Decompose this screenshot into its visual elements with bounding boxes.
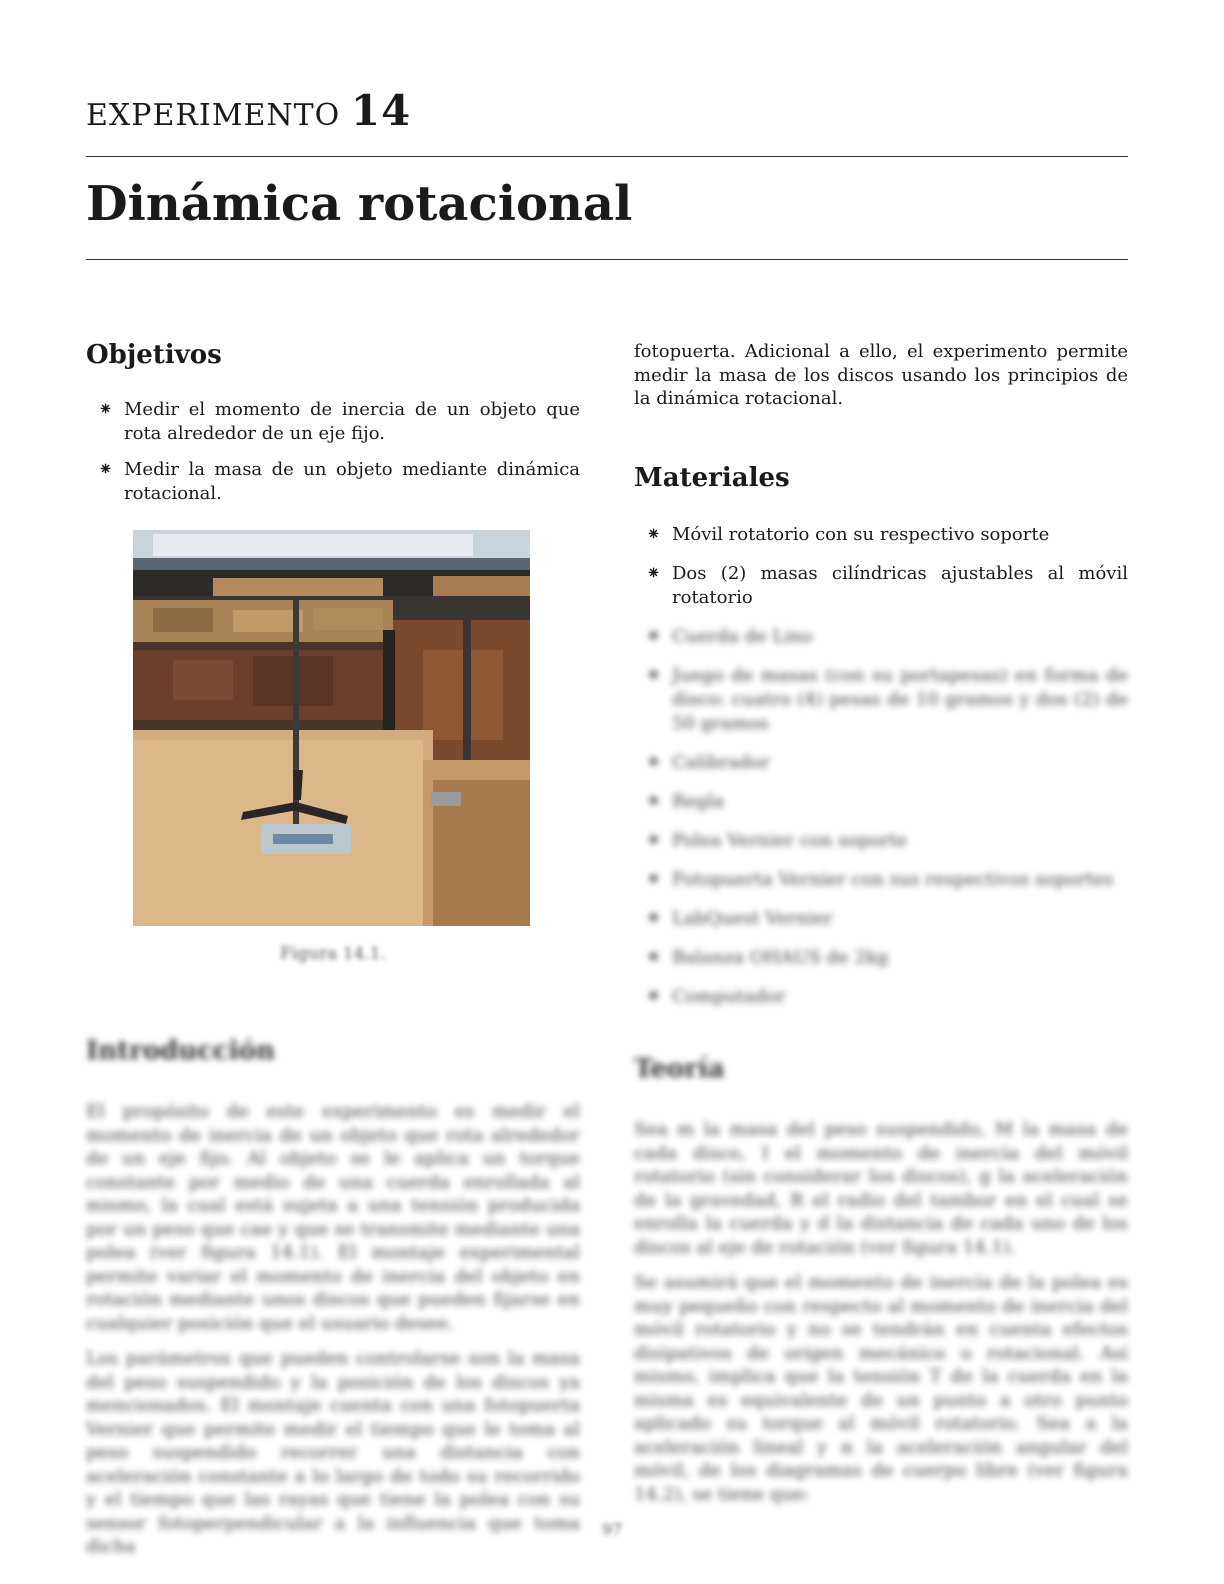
teoria-paragraph: Sea m la masa del peso suspendido, M la masa de cada disco, I el momento de inercia del móvil rotatorio (sin considerar los discos), g la aceleración de la gravedad, R el radio del tambor en el cual se enrolla la cuerda y d la distancia de cada uno de los discos al eje de rotación (ver figura 14.1). [634,1119,1128,1258]
header-rule-top [86,156,1128,157]
asterisk-bullet-icon: ⁕ [646,829,662,851]
figure-caption: Figura 14.1. [280,944,386,964]
introduccion-heading: Introducción [86,1036,275,1066]
right-column [634,340,1128,1024]
introduccion-paragraph: Los parámetros que pueden controlarse son la masa del peso suspendido y la posición de los discos ya mencionados. El montaje cuenta con una fotopuerta Vernier que permite medir el tiempo que le toma al peso suspendido recorrer una distancia con aceleración constante a lo largo de todo su recorrido y el tiempo que las rayas que tiene la polea con su sensor fotoperpendicular a la influencia que toma dicha [86,1348,580,1557]
page-title: Dinámica rotacional [86,176,633,232]
list-item: ⁕ Medir la masa de un objeto mediante dinámica rotacional. [98,459,580,504]
experiment-label [86,86,411,135]
list-item: ⁕ Dos (2) masas cilíndricas ajustables al móvil rotatorio [646,562,1128,608]
list-item: ⁕ Medir el momento de inercia de un objeto que rota alrededor de un eje fijo. [98,399,580,444]
list-item: ⁕ Polea Vernier con soporte [646,829,908,851]
list-item: ⁕ Juego de masas (con su portapesas) en forma de disco: cuatro (4) pesas de 10 gramos y dos (2) de 50 gramos [646,664,1128,734]
asterisk-bullet-icon: ⁕ [646,868,662,890]
photo-rotational-apparatus-icon [133,530,530,926]
asterisk-bullet-icon: ⁕ [646,664,662,686]
asterisk-bullet-icon: ⁕ [646,751,662,773]
asterisk-bullet-icon: ⁕ [98,399,114,420]
asterisk-bullet-icon: ⁕ [646,985,662,1007]
asterisk-bullet-icon: ⁕ [646,523,662,545]
experiment-number: 14 [350,86,412,135]
asterisk-bullet-icon: ⁕ [646,907,662,929]
objetivos-list [86,398,580,506]
list-item: ⁕ Computador [646,985,786,1007]
teoria-heading: Teoría [634,1054,725,1084]
list-item: ⁕ Fotopuerta Vernier con sus respectivos soportes [646,868,1114,890]
materiales-heading: Materiales [634,462,790,493]
introduccion-paragraph: El propósito de este experimento es medir el momento de inercia de un objeto que rota alrededor de un eje fijo. Al objeto se le aplica un torque constante por medio de una cuerda enrollada al mismo, la cual está sujeta a una tensión producida por un peso que cae y que se transmite mediante una polea (ver figura 14.1). El montaje experimental permite variar el momento de inercia del objeto en rotación mediante unos discos que pueden fijarse en cualquier posición que el usuario desee. [86,1101,580,1334]
teoria-section [634,1054,1128,1506]
asterisk-bullet-icon: ⁕ [646,562,662,584]
list-item: ⁕ Regla [646,790,725,812]
asterisk-bullet-icon: ⁕ [646,790,662,812]
asterisk-bullet-icon: ⁕ [98,459,114,480]
list-item: ⁕ Balanza OHAUS de 2kg [646,946,889,968]
materiales-list-blurred [634,625,1128,1009]
list-item: ⁕ Cuerda de Lino [646,625,813,647]
objetivos-heading: Objetivos [86,340,222,370]
asterisk-bullet-icon: ⁕ [646,625,662,647]
list-item: ⁕ LabQuest Vernier [646,907,833,929]
experiment-word: EXPERIMENTO [86,98,341,133]
asterisk-bullet-icon: ⁕ [646,946,662,968]
introduccion-section [86,1036,580,1559]
left-column [86,340,580,518]
page-number: 97 [601,1520,623,1539]
teoria-paragraph: Se asumirá que el momento de inercia de la polea es muy pequeño con respecto al momento de inercia del móvil rotatorio y no se tendrán en cuenta efectos disipativos de origen mecánico o rotacional. Así mismo, implica que la tensión T de la cuerda en la misma es equivalente de un punto a otro punto aplicado su torque al móvil rotatorio. Sea a la aceleración lineal y α la aceleración angular del móvil, de los diagramas de cuerpo libre (ver figura 14.2), se tiene que: [634,1272,1128,1505]
list-item: ⁕ Calibrador [646,751,770,773]
list-item: ⁕ Móvil rotatorio con su respectivo soporte [646,523,1050,545]
continuation-paragraph: fotopuerta. Adicional a ello, el experimento permite medir la masa de los discos usando los principios de la dinámica rotacional. [634,341,1128,409]
materiales-list [634,523,1128,610]
header-rule-bottom [86,259,1128,260]
figure-photo [133,530,530,926]
